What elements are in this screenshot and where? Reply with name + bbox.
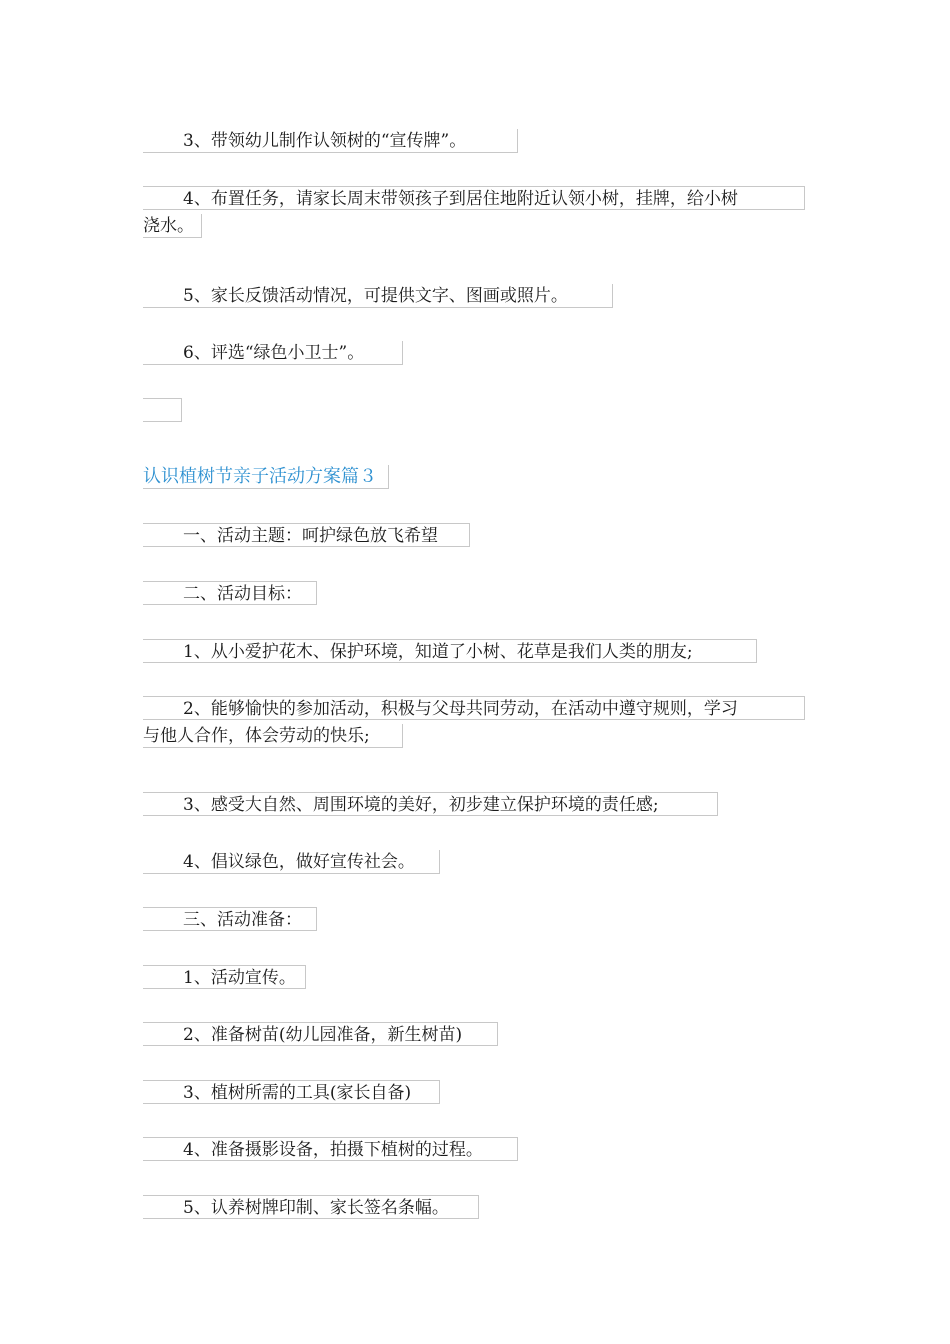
text-line: 与他人合作，体会劳动的快乐; xyxy=(143,724,403,748)
text-line: 1、活动宣传。 xyxy=(143,965,306,989)
paragraph-prep-3 xyxy=(143,1080,440,1104)
text-line: 2、准备树苗(幼儿园准备，新生树苗) xyxy=(143,1022,498,1046)
text-line: 4、准备摄影设备，拍摄下植树的过程。 xyxy=(143,1137,518,1161)
paragraph-item-4 xyxy=(143,186,805,238)
text-line: 一、活动主题：呵护绿色放飞希望 xyxy=(143,523,470,547)
text-line: 3、感受大自然、周围环境的美好，初步建立保护环境的责任感; xyxy=(143,792,718,816)
paragraph-goal-2 xyxy=(143,696,805,748)
paragraph-item-3 xyxy=(143,129,518,153)
paragraph-item-6 xyxy=(143,341,403,365)
paragraph-prep-title xyxy=(143,907,317,931)
empty-frame xyxy=(143,398,182,422)
text-line: 2、能够愉快的参加活动，积极与父母共同劳动，在活动中遵守规则，学习 xyxy=(143,696,805,720)
heading-text: 认识植树节亲子活动方案篇３ xyxy=(143,465,389,489)
paragraph-prep-5 xyxy=(143,1195,479,1219)
text-line: 6、评选“绿色小卫士”。 xyxy=(143,341,403,365)
text-line: 二、活动目标： xyxy=(143,581,317,605)
text-line: 5、家长反馈活动情况，可提供文字、图画或照片。 xyxy=(143,284,613,308)
text-line: 3、植树所需的工具(家长自备) xyxy=(143,1080,440,1104)
paragraph-goal-3 xyxy=(143,792,718,816)
paragraph-theme xyxy=(143,523,470,547)
paragraph-goal-4 xyxy=(143,850,440,874)
text-line: 4、布置任务，请家长周末带领孩子到居住地附近认领小树，挂牌，给小树 xyxy=(143,186,805,210)
section-heading xyxy=(143,465,389,489)
paragraph-prep-2 xyxy=(143,1022,498,1046)
text-line: 3、带领幼儿制作认领树的“宣传牌”。 xyxy=(143,129,518,153)
text-line: 1、从小爱护花木、保护环境，知道了小树、花草是我们人类的朋友; xyxy=(143,639,757,663)
paragraph-prep-1 xyxy=(143,965,306,989)
text-line: 浇水。 xyxy=(143,214,202,238)
text-line: 4、倡议绿色，做好宣传社会。 xyxy=(143,850,440,874)
paragraph-item-5 xyxy=(143,284,613,308)
paragraph-goals-title xyxy=(143,581,317,605)
text-line: 5、认养树牌印制、家长签名条幅。 xyxy=(143,1195,479,1219)
paragraph-goal-1 xyxy=(143,639,757,663)
paragraph-prep-4 xyxy=(143,1137,518,1161)
text-line: 三、活动准备： xyxy=(143,907,317,931)
